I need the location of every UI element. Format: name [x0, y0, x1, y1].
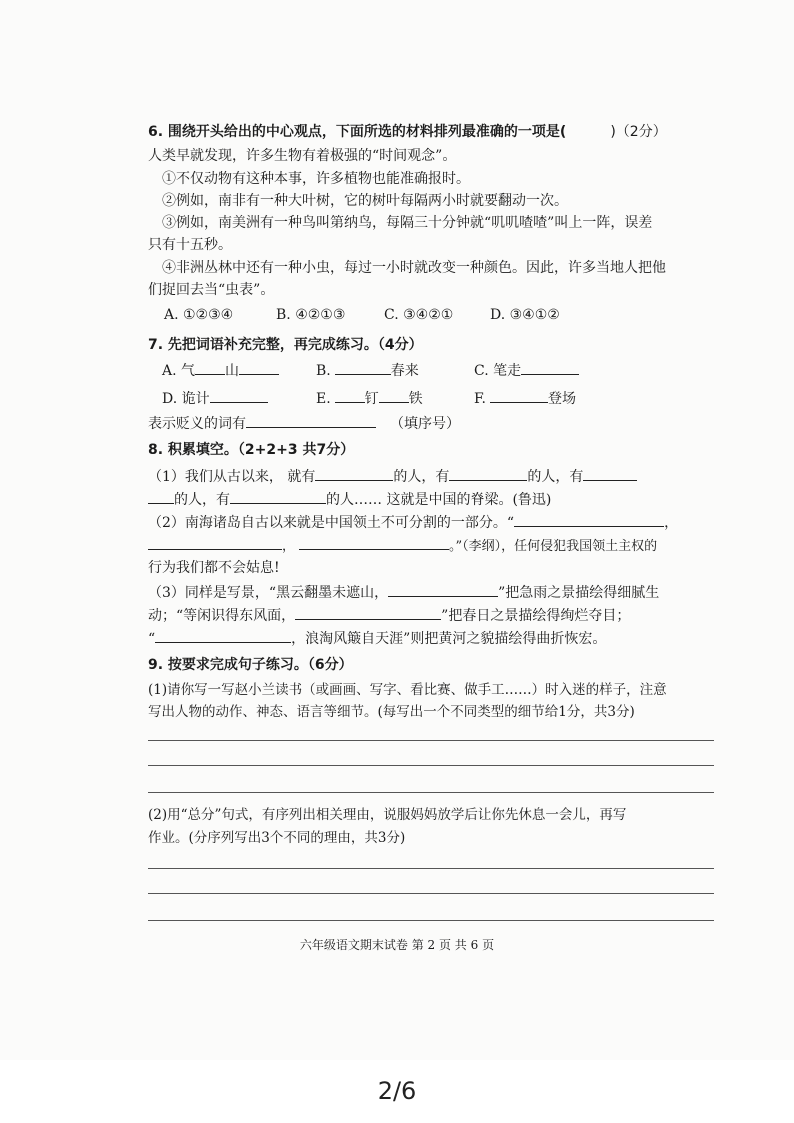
page-indicator: 2/6: [377, 1077, 417, 1105]
blank-field[interactable]: [335, 388, 365, 403]
q7-item-f: [474, 388, 576, 409]
blank-field[interactable]: [490, 388, 548, 403]
q8-p3-d: ”把春日之景描绘得绚烂夺目；: [441, 608, 631, 624]
q9-s1-line1: (1)请你写一写赵小兰读书（或画画、写字、看比赛、做手工……）时入迷的样子，注意: [148, 682, 667, 698]
q6-line-1: ①不仅动物有这种本事，许多植物也能准确报时。: [162, 171, 470, 187]
q8-p1-b: 的人，有: [393, 469, 450, 485]
q6-line-5: ④非洲丛林中还有一种小虫，每过一小时就改变一种颜色。因此，许多当地人把他: [162, 260, 666, 276]
blank-field[interactable]: [521, 360, 579, 375]
q8-p3-line1: [148, 582, 659, 603]
q8-p2-line3: 行为我们都不会姑息!: [148, 560, 280, 576]
answer-line[interactable]: [148, 920, 714, 921]
blank-field[interactable]: [239, 360, 279, 375]
q7-b-prefix: B.: [316, 363, 331, 379]
q8-p3-b: ”把急雨之景描绘得细腻生: [498, 585, 660, 601]
blank-field[interactable]: [335, 360, 391, 375]
answer-line[interactable]: [148, 893, 714, 894]
q7-c-prefix: C. 笔走: [474, 363, 522, 379]
q8-p2-a: （2）南海诸岛自古以来就是中国领土不可分割的一部分。“: [148, 515, 515, 531]
q6-title: [148, 122, 667, 142]
q9-s2-line1: (2)用“总分”句式，有序列出相关理由，说服妈妈放学后让你先休息一会儿，再写: [148, 807, 627, 823]
q6-line-0: 人类早就发现，许多生物有着极强的“时间观念”。: [148, 148, 457, 164]
q8-p1-line1: [148, 466, 637, 487]
q8-p1-line2: [148, 489, 551, 510]
q7-item-c: [474, 360, 579, 381]
blank-field[interactable]: [514, 512, 664, 527]
q7-title: 7. 先把词语补充完整，再完成练习。（4分）: [148, 337, 423, 353]
q7-d-prefix: D. 诡计: [162, 391, 210, 407]
q6-option-a: A. ①②③④: [164, 307, 234, 323]
blank-field[interactable]: [210, 388, 268, 403]
answer-line[interactable]: [148, 765, 714, 766]
blank-field[interactable]: [315, 466, 393, 481]
blank-field[interactable]: [379, 388, 409, 403]
q6-option-d: D. ③④①②: [490, 307, 560, 323]
blank-field[interactable]: [148, 489, 174, 504]
q7-e-mid: 钉: [364, 391, 379, 407]
q8-p1-a: （1）我们从古以来， 就有: [148, 469, 316, 485]
blank-field[interactable]: [155, 628, 291, 643]
q8-p3-a: （3）同样是写景，“黑云翻墨未遮山，: [148, 585, 389, 601]
q7-item-a: [162, 360, 279, 381]
blank-field[interactable]: [195, 360, 225, 375]
q7-tail-prefix: 表示贬义的词有: [148, 416, 246, 432]
answer-line[interactable]: [148, 792, 714, 793]
blank-field[interactable]: [299, 535, 449, 550]
q7-item-d: [162, 388, 268, 409]
blank-field[interactable]: [449, 466, 527, 481]
q6-line-4: 只有十五秒。: [148, 237, 232, 253]
q7-f-suffix: 登场: [547, 391, 576, 407]
q8-p3-e: “: [148, 631, 156, 647]
q6-line-6: 们捉回去当“虫表”。: [148, 282, 275, 298]
q8-p1-d: 的人，有: [174, 492, 230, 508]
q9-title: 9. 按要求完成句子练习。（6分）: [148, 657, 353, 673]
q7-tail: [148, 413, 460, 434]
q8-p3-line2: [148, 605, 630, 626]
q7-item-b: [316, 360, 419, 381]
q8-p2-d: 。”（李纲），任何侵犯我国领土主权的: [449, 539, 658, 554]
q7-e-prefix: E.: [316, 391, 331, 407]
q8-p2-line1: [148, 512, 678, 533]
q6-title-text: 6. 围绕开头给出的中心观点，下面所选的材料排列最准确的一项是(: [148, 124, 567, 140]
blank-field[interactable]: [148, 535, 282, 550]
q8-p2-c: ，: [282, 539, 296, 554]
q7-a-mid: 山: [225, 363, 240, 379]
q7-tail-suffix: （填序号）: [390, 416, 460, 432]
q8-p2-line2: [148, 535, 657, 557]
q6-option-c: C. ③④②①: [384, 307, 454, 323]
q8-p3-line3: [148, 628, 606, 649]
q7-item-e: [316, 388, 423, 409]
q8-p1-c: 的人，有: [527, 469, 584, 485]
q6-option-b: B. ④②①③: [276, 307, 346, 323]
blank-field[interactable]: [583, 466, 637, 481]
q8-title: 8. 积累填空。（2+2+3 共7分）: [148, 442, 355, 458]
q7-f-prefix: F.: [474, 391, 486, 407]
page-footer: 六年级语文期末试卷 第 2 页 共 6 页: [299, 938, 495, 952]
q6-score: )（2分）: [610, 124, 667, 140]
q8-p2-b: ，: [664, 515, 679, 531]
blank-field[interactable]: [246, 413, 376, 428]
answer-line[interactable]: [148, 740, 714, 741]
q8-p1-e: 的人…… 这就是中国的脊梁。(鲁迅): [326, 492, 552, 508]
q9-s1-line2: 写出人物的动作、神态、语言等细节。(每写出一个不同类型的细节给1分，共3分): [148, 704, 635, 720]
blank-field[interactable]: [388, 582, 498, 597]
q8-p3-c: 动；“等闲识得东风面，: [148, 608, 296, 624]
q7-a-prefix: A. 气: [162, 363, 196, 379]
q9-s2-line2: 作业。(分序列写出3个不同的理由，共3分): [148, 830, 406, 846]
q8-p3-f: ，浪淘风簸自天涯”则把黄河之貌描绘得曲折恢宏。: [291, 631, 607, 647]
blank-field[interactable]: [230, 489, 326, 504]
q6-line-3: ③例如，南美洲有一种鸟叫第纳鸟，每隔三十分钟就“叽叽喳喳”叫上一阵，误差: [162, 215, 653, 231]
q6-line-2: ②例如，南非有一种大叶树，它的树叶每隔两小时就要翻动一次。: [162, 193, 568, 209]
q7-e-suffix: 铁: [408, 391, 423, 407]
blank-field[interactable]: [295, 605, 441, 620]
answer-line[interactable]: [148, 868, 714, 869]
q7-b-suffix: 春来: [390, 363, 419, 379]
